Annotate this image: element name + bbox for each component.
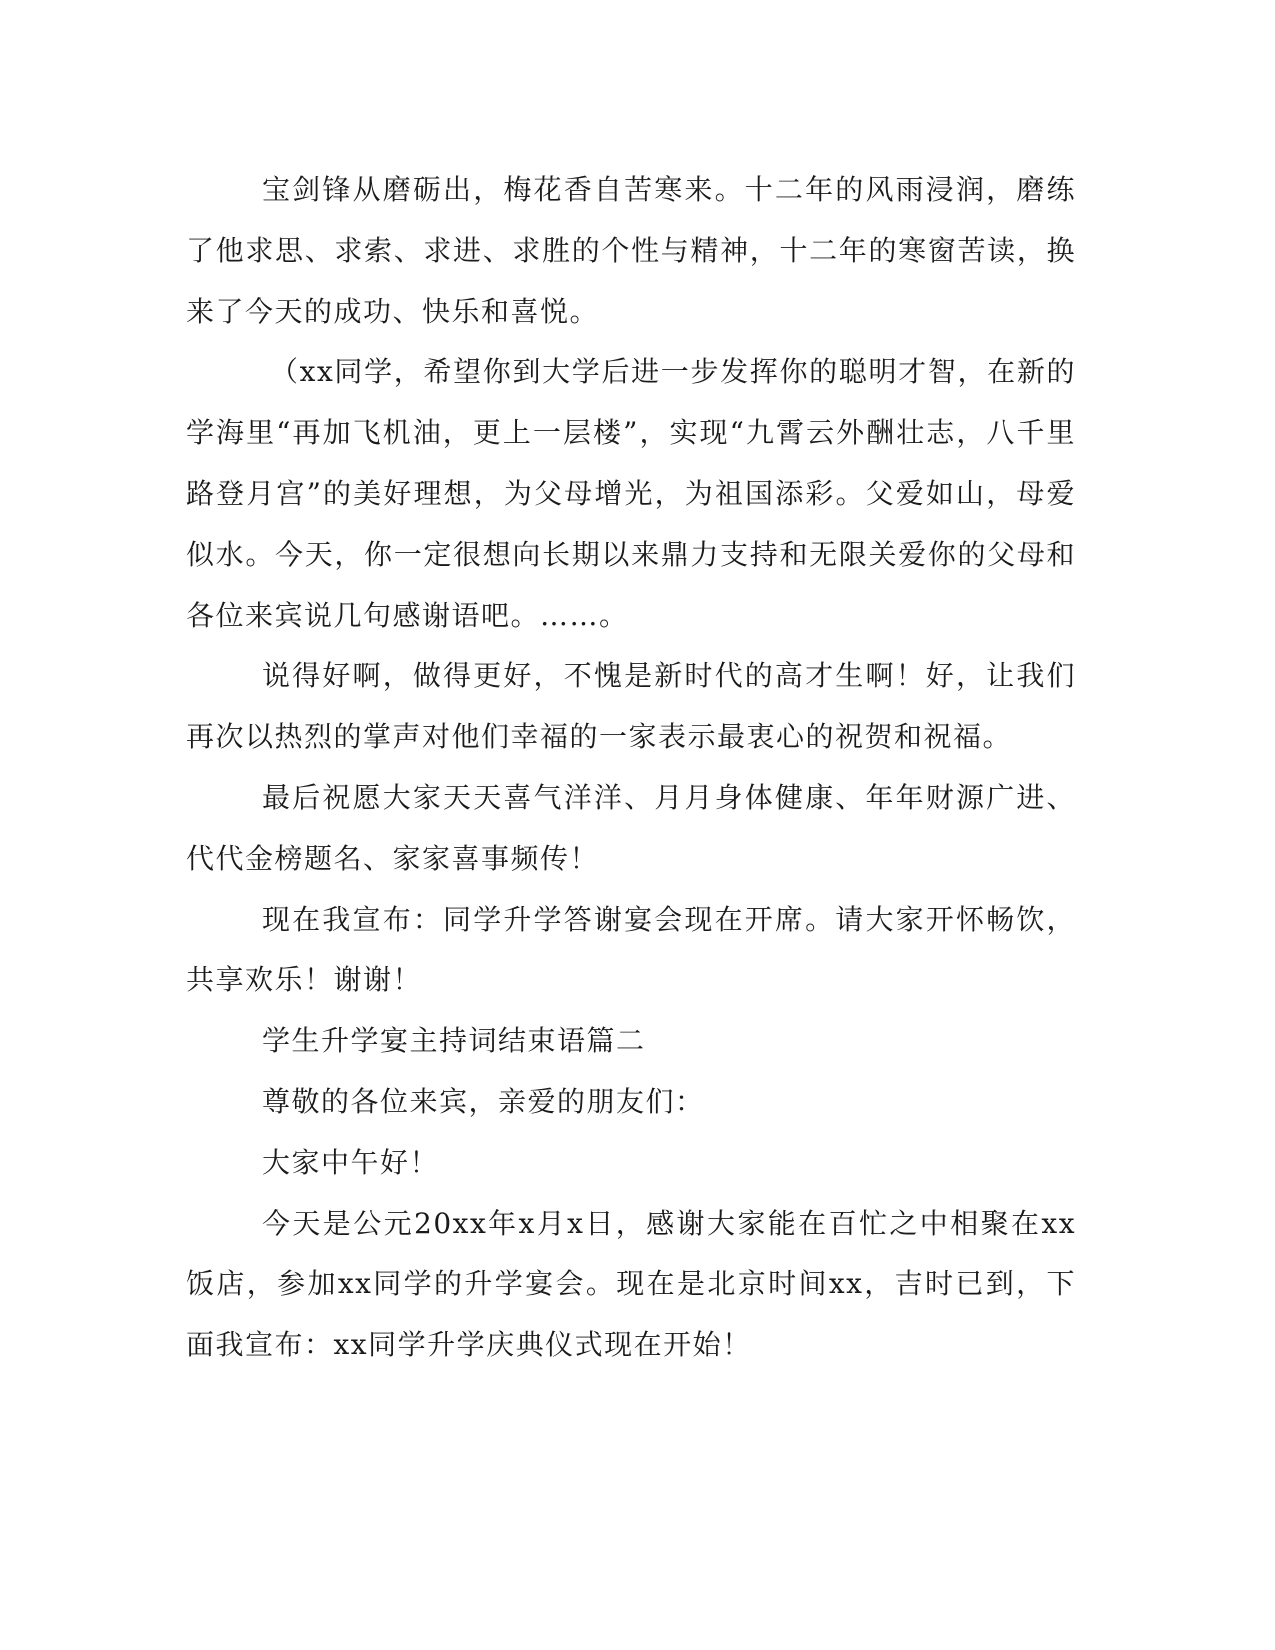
paragraph-ceremony-start: 今天是公元20xx年x月x日，感谢大家能在百忙之中相聚在xx饭店，参加xx同学的升学宴会。现在是北京时间xx，吉时已到，下面我宣布：xx同学升学庆典仪式现在开始！ bbox=[186, 1206, 1076, 1362]
paragraph-sword-plum: 宝剑锋从磨砺出，梅花香自苦寒来。十二年的风雨浸润，磨练了他求思、求索、求进、求胜的个性与精神，十二年的寒窗苦读，换来了今天的成功、快乐和喜悦。 bbox=[186, 173, 1076, 328]
document-body bbox=[186, 160, 1076, 1376]
paragraph-applause: 说得好啊，做得更好，不愧是新时代的高才生啊！好，让我们再次以热烈的掌声对他们幸福的一家表示最衷心的祝贺和祝福。 bbox=[186, 659, 1076, 754]
paragraph-banquet-opening: 现在我宣布：同学升学答谢宴会现在开席。请大家开怀畅饮，共享欢乐！谢谢！ bbox=[186, 902, 1076, 997]
paragraph-greeting: 大家中午好！ bbox=[262, 1145, 440, 1179]
paragraph-wishes-to-student: （xx同学，希望你到大学后进一步发挥你的聪明才智，在新的学海里“再加飞机油，更上一层楼”，实现“九霄云外酬壮志，八千里路登月宫”的美好理想，为父母增光，为祖国添彩。父爱如山，母爱似水。今天，你一定很想向长期以来鼎力支持和无限关爱你的父母和各位来宾说几句感谢语吧。……。 bbox=[186, 355, 1076, 632]
paragraph-final-blessing: 最后祝愿大家天天喜气洋洋、月月身体健康、年年财源广进、代代金榜题名、家家喜事频传！ bbox=[186, 780, 1076, 875]
paragraph-salutation: 尊敬的各位来宾，亲爱的朋友们： bbox=[262, 1084, 705, 1118]
section-heading: 学生升学宴主持词结束语篇二 bbox=[262, 1024, 646, 1058]
